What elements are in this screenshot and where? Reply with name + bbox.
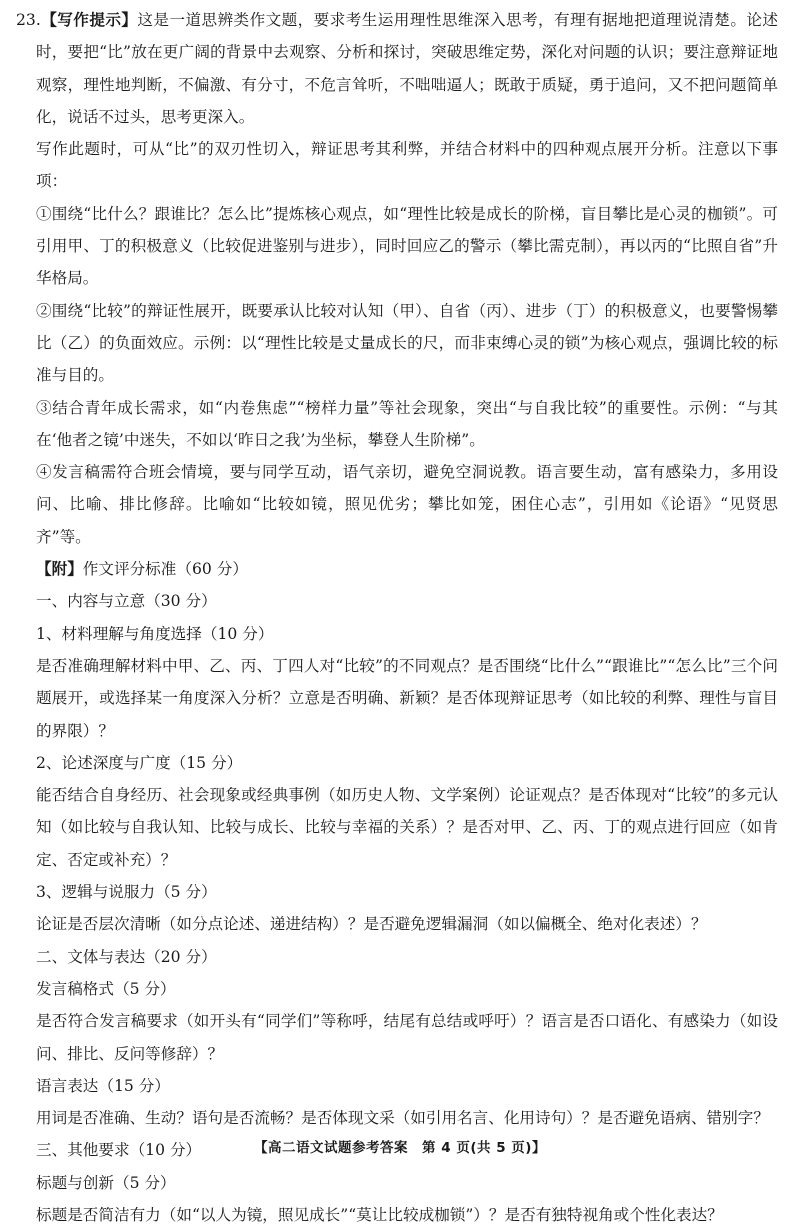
item-1-heading: 1、材料理解与角度选择（10 分） [36,624,274,643]
item-2-text: 能否结合自身经历、社会现象或经典事例（如历史人物、文学案例）论证观点？是否体现对“比较”的多元认知（如比较与自我认知、比较与成长、比较与幸福的关系）？是否对甲、乙、丙、丁的观点进行回应（如肯定、否定或补充）？ [36,786,778,869]
language-text: 用词是否准确、生动？语句是否流畅？是否体现文采（如引用名言、化用诗句）？是否避免语病、错别字？ [36,1109,769,1128]
appendix-tag: 【附】 [36,560,83,579]
format-heading: 发言稿格式（5 分） [36,979,176,998]
section-3-heading: 三、其他要求（10 分） [36,1141,202,1160]
item-3-text: 论证是否层次清晰（如分点论述、递进结构）？是否避免逻辑漏洞（如以偏概全、绝对化表述）？ [36,915,707,934]
section-2-heading: 二、文体与表达（20 分） [36,947,217,966]
question-number: 23. [16,11,41,29]
point-4: ④发言稿需符合班会情境，要与同学互动，语气亲切，避免空洞说教。语言要生动，富有感染力，多用设问、比喻、排比修辞。比喻如“比较如镜，照见优劣；攀比如笼，困住心志”，引用如《论语》“见贤思齐”等。 [36,463,778,546]
approach-paragraph: 写作此题时，可从“比”的双刃性切入，辩证思考其利弊，并结合材料中的四种观点展开分析。注意以下事项： [36,140,778,191]
item-1-text: 是否准确理解材料中甲、乙、丙、丁四人对“比较”的不同观点？是否围绕“比什么”“跟谁比”“怎么比”三个问题展开，或选择某一角度深入分析？立意是否明确、新颖？是否体现辩证思考（如比较的利弊、理性与盲目的界限）？ [36,656,778,740]
section-1-heading: 一、内容与立意（30 分） [36,592,217,611]
item-2-heading: 2、论述深度与广度（15 分） [36,753,243,772]
format-text: 是否符合发言稿要求（如开头有“同学们”等称呼，结尾有总结或呼吁）？语言是否口语化、有感染力（如设问、排比、反问等修辞）？ [36,1012,778,1063]
title-item-heading: 标题与创新（5 分） [36,1173,176,1192]
rubric-title-text: 作文评分标准（60 分） [82,560,248,579]
point-2: ②围绕“比较”的辩证性展开，既要承认比较对认知（甲）、自省（丙）、进步（丁）的积极意义，也要警惕攀比（乙）的负面效应。示例：以“理性比较是丈量成长的尺，而非束缚心灵的锁”为核心观点，强调比较的标准与目的。 [36,301,778,385]
rubric-title [36,553,778,585]
point-3: ③结合青年成长需求，如“内卷焦虑”“榜样力量”等社会现象，突出“与自我比较”的重要性。示例：“与其在‘他者之镜’中迷失，不如以‘昨日之我’为坐标，攀登人生阶梯”。 [36,398,778,449]
question-intro [16,4,778,133]
point-1: ①围绕“比什么？跟谁比？怎么比”提炼核心观点，如“理性比较是成长的阶梯，盲目攀比是心灵的枷锁”。可引用甲、丁的积极意义（比较促进鉴别与进步），同时回应乙的警示（攀比需克制），再以丙的“比照自省”升华格局。 [36,204,778,288]
writing-tip-tag: 【写作提示】 [40,11,138,29]
page-footer: 【高二语文试题参考答案 第 4 页(共 5 页)】 [254,1140,546,1156]
item-3-heading: 3、逻辑与说服力（5 分） [36,883,217,902]
language-heading: 语言表达（15 分） [36,1076,170,1095]
title-item-text: 标题是否简洁有力（如“以人为镜，照见成长”“莫让比较成枷锁”）？是否有独特视角或个性化表达？ [36,1205,723,1224]
writing-tip-text: 这是一道思辨类作文题，要求考生运用理性思维深入思考，有理有据地把道理说清楚。论述时，要把“比”放在更广阔的背景中去观察、分析和探讨，突破思维定势，深化对问题的认识；要注意辩证地观察，理性地判断，不偏激、有分寸，不危言耸听，不咄咄逼人；既敢于质疑，勇于追问，又不把问题简单化，说话不过头，思考更深入。 [36,11,778,126]
